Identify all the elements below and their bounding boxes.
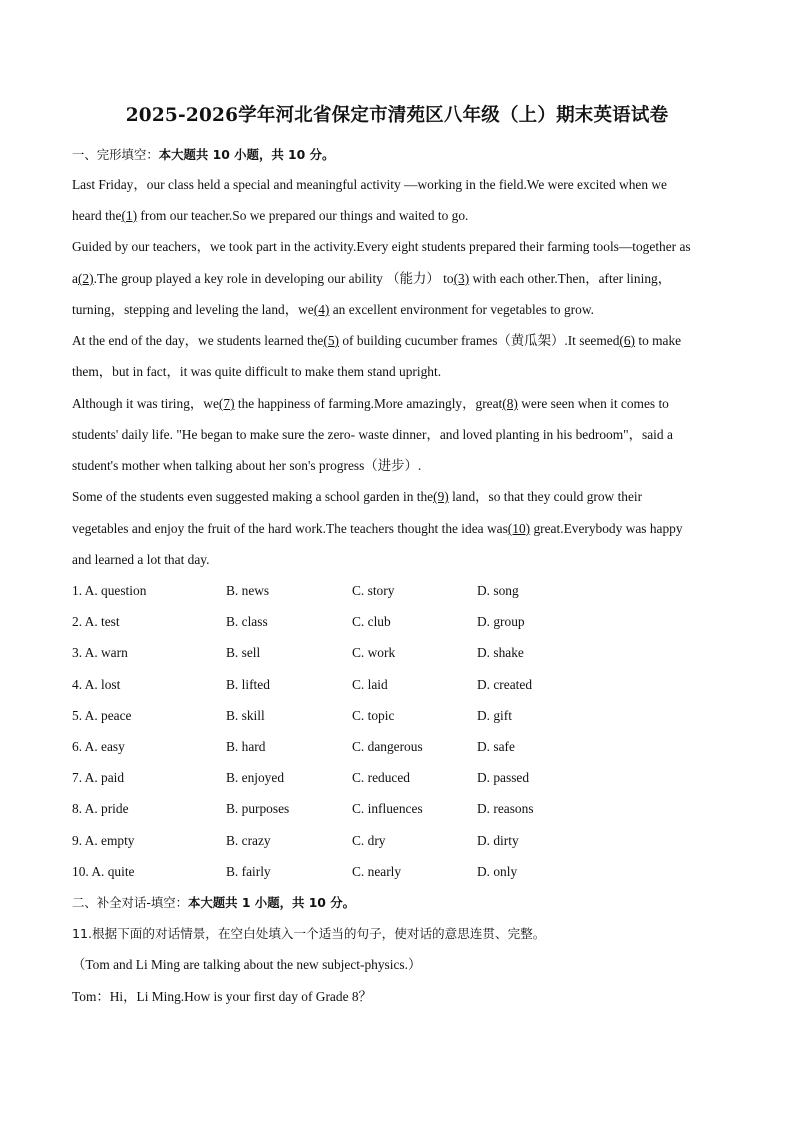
blank-3: (3) bbox=[453, 271, 470, 286]
option-b: B. lifted bbox=[226, 677, 270, 692]
option-d: D. reasons bbox=[477, 801, 534, 816]
blank-2: (2) bbox=[77, 271, 94, 286]
option-row bbox=[0, 644, 794, 662]
passage-line: a(2).The group played a key role in developing our ability （能力） to(3) with each other.Then，after lining， bbox=[72, 271, 672, 286]
blank-7: (7) bbox=[218, 396, 235, 411]
option-d: D. dirty bbox=[477, 833, 519, 848]
blank-9: (9) bbox=[433, 489, 449, 504]
passage-line: Guided by our teachers，we took part in the activity.Every eight students prepared their farming tools—together as bbox=[72, 239, 691, 254]
option-b: B. crazy bbox=[226, 833, 271, 848]
option-c: C. story bbox=[352, 583, 395, 598]
option-c: C. reduced bbox=[352, 770, 411, 785]
option-a: 7. A. paid bbox=[72, 770, 125, 785]
section-1-heading: 一、完形填空：本大题共 10 小题，共 10 分。 bbox=[72, 147, 335, 162]
passage-line: heard the(1) from our teacher.So we prepared our things and waited to go. bbox=[72, 208, 469, 223]
option-c: C. topic bbox=[352, 708, 395, 723]
option-c: C. nearly bbox=[352, 864, 402, 879]
option-row bbox=[0, 738, 794, 756]
passage-line: Last Friday，our class held a special and meaningful activity —working in the field.We were excited when we bbox=[72, 177, 667, 192]
option-a: 4. A. lost bbox=[72, 677, 121, 692]
option-b: B. skill bbox=[226, 708, 265, 723]
blank-1: (1) bbox=[121, 208, 138, 223]
option-row bbox=[0, 707, 794, 725]
exam-title: 2025-2026学年河北省保定市清苑区八年级（上）期末英语试卷 bbox=[125, 105, 669, 126]
option-c: C. influences bbox=[352, 801, 423, 816]
question-11-instruction: 11.根据下面的对话情景，在空白处填入一个适当的句子，使对话的意思连贯、完整。 bbox=[72, 926, 546, 941]
passage-line: At the end of the day，we students learned the(5) of building cucumber frames（黄瓜架）.It seemed(6) to make bbox=[72, 333, 682, 348]
blank-8: (8) bbox=[502, 396, 518, 411]
passage-line: and learned a lot that day. bbox=[72, 552, 210, 567]
option-a: 2. A. test bbox=[72, 614, 120, 629]
option-row bbox=[0, 863, 794, 881]
option-row bbox=[0, 832, 794, 850]
option-b: B. fairly bbox=[226, 864, 271, 879]
option-b: B. sell bbox=[226, 645, 261, 660]
option-a: 3. A. warn bbox=[72, 645, 128, 660]
dialogue-context: （Tom and Li Ming are talking about the new subject-physics.） bbox=[72, 957, 422, 972]
option-d: D. only bbox=[477, 864, 518, 879]
option-row bbox=[0, 800, 794, 818]
option-d: D. safe bbox=[477, 739, 515, 754]
option-a: 8. A. pride bbox=[72, 801, 129, 816]
passage-line: students' daily life. "He began to make sure the zero- waste dinner，and loved planting in his bedroom"，said a bbox=[72, 427, 673, 442]
blank-5: (5) bbox=[323, 333, 339, 348]
option-c: C. work bbox=[352, 645, 396, 660]
section-2-heading: 二、补全对话-填空：本大题共 1 小题，共 10 分。 bbox=[72, 895, 356, 910]
option-b: B. enjoyed bbox=[226, 770, 285, 785]
option-row bbox=[0, 613, 794, 631]
option-b: B. news bbox=[226, 583, 270, 598]
option-c: C. dry bbox=[352, 833, 386, 848]
option-d: D. song bbox=[477, 583, 519, 598]
passage-line: Some of the students even suggested making a school garden in the(9) land，so that they could grow their bbox=[72, 489, 643, 504]
option-a: 1. A. question bbox=[72, 583, 147, 598]
option-b: B. purposes bbox=[226, 801, 290, 816]
option-d: D. gift bbox=[477, 708, 512, 723]
option-d: D. passed bbox=[477, 770, 530, 785]
passage-line: Although it was tiring，we(7) the happiness of farming.More amazingly，great(8) were seen when it comes to bbox=[72, 396, 669, 411]
option-d: D. created bbox=[477, 677, 533, 692]
blank-6: (6) bbox=[619, 333, 636, 348]
passage-line: them，but in fact，it was quite difficult to make them stand upright. bbox=[72, 364, 442, 379]
option-row bbox=[0, 676, 794, 694]
dialogue-line: Tom：Hi，Li Ming.How is your first day of Grade 8？ bbox=[72, 989, 372, 1004]
option-c: C. dangerous bbox=[352, 739, 423, 754]
option-c: C. laid bbox=[352, 677, 388, 692]
option-a: 6. A. easy bbox=[72, 739, 125, 754]
option-b: B. hard bbox=[226, 739, 266, 754]
option-c: C. club bbox=[352, 614, 391, 629]
option-d: D. shake bbox=[477, 645, 524, 660]
option-row bbox=[0, 582, 794, 600]
passage-line: vegetables and enjoy the fruit of the hard work.The teachers thought the idea was(10) great.Everybody was happy bbox=[72, 521, 683, 536]
option-a: 5. A. peace bbox=[72, 708, 132, 723]
blank-4: (4) bbox=[313, 302, 330, 317]
option-a: 10. A. quite bbox=[72, 864, 135, 879]
option-d: D. group bbox=[477, 614, 525, 629]
option-b: B. class bbox=[226, 614, 268, 629]
option-a: 9. A. empty bbox=[72, 833, 135, 848]
option-row bbox=[0, 769, 794, 787]
passage-line: turning，stepping and leveling the land，we(4) an excellent environment for vegetables to grow. bbox=[72, 302, 594, 317]
blank-10: (10) bbox=[507, 521, 531, 536]
passage-line: student's mother when talking about her son's progress（进步）. bbox=[72, 458, 422, 473]
